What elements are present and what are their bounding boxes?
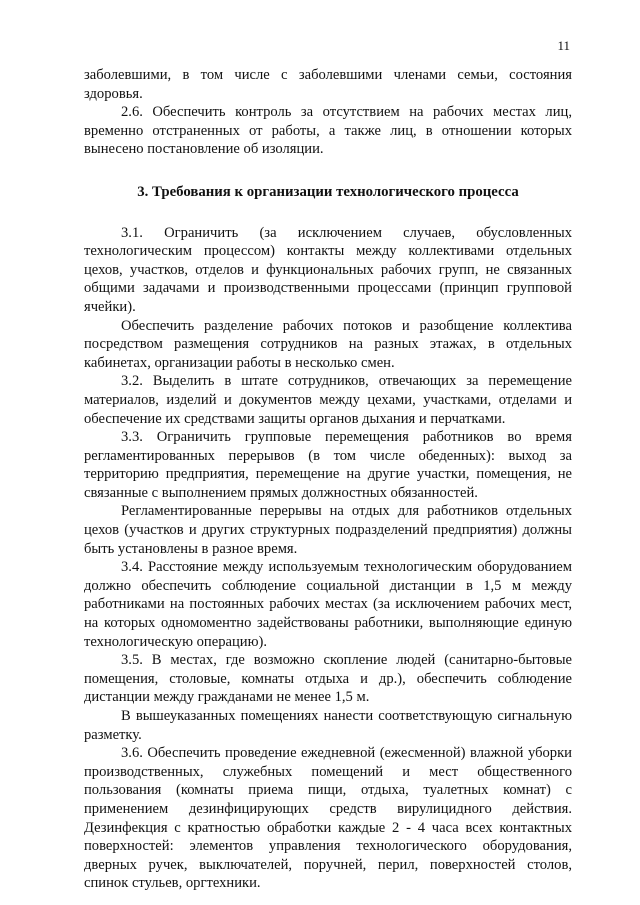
- section-heading: 3. Требования к организации технологического процесса: [137, 183, 519, 200]
- paragraph-2-6: 2.6. Обеспечить контроль за отсутствием на рабочих местах лиц, временно отстраненных от работы, а также лиц, в отношении которых вынесено постановление об изоляции.: [84, 104, 572, 158]
- paragraph-work-flows: Обеспечить разделение рабочих потоков и разобщение коллектива посредством размещения сотрудников на разных этажах, в отдельных кабинетах, организации работы в несколько смен.: [84, 317, 572, 371]
- page-number: 11: [557, 38, 570, 53]
- paragraph-3-1: 3.1. Ограничить (за исключением случаев, обусловленных технологическим процессом) контакты между коллективами отдельных цехов, участков, отделов и функциональных рабочих групп, не связанных общими задачами и производственными процессами (принцип групповой ячейки).: [84, 224, 572, 315]
- paragraph-3-6: 3.6. Обеспечить проведение ежедневной (ежесменной) влажной уборки производственных, служебных помещений и мест общественного пользования (комнаты приема пищи, отдыха, туалетных комнат) с применением дезинфицирующих средств вирулицидного действия. Дезинфекция с кратностью обработки каждые 2 - 4 часа всех контактных поверхностей: элементов управления технологического оборудования, дверных ручек, выключателей, поручней, перил, поверхностей столов, спинок стульев, оргтехники.: [84, 745, 572, 892]
- paragraph-3-4: 3.4. Расстояние между используемым технологическим оборудованием должно обеспечить соблюдение социальной дистанции в 1,5 м между работниками на постоянных рабочих местах (за исключением рабочих мест, на которых одномоментно задействованы работники, выполняющие единую технологическую операцию).: [84, 559, 572, 650]
- paragraph-3-3: 3.3. Ограничить групповые перемещения работников во время регламентированных перерывов (в том числе обеденных): выход за территорию предприятия, перемещение на другие участки, помещения, не связанные с выполнением прямых должностных обязанностей.: [84, 429, 572, 501]
- paragraph-3-5: 3.5. В местах, где возможно скопление людей (санитарно-бытовые помещения, столовые, комнаты отдыха и др.), обеспечить соблюдение дистанции между гражданами не менее 1,5 м.: [84, 652, 572, 706]
- paragraph-marking: В вышеуказанных помещениях нанести соответствующую сигнальную разметку.: [84, 708, 572, 743]
- document-body: [84, 66, 572, 893]
- paragraph-3-2: 3.2. Выделить в штате сотрудников, отвечающих за перемещение материалов, изделий и документов между цехами, участками, отделами и обеспечение их средствами защиты органов дыхания и перчатками.: [84, 373, 572, 427]
- paragraph-breaks: Регламентированные перерывы на отдых для работников отдельных цехов (участков и других структурных подразделений предприятия) должны быть установлены в разное время.: [84, 503, 572, 557]
- paragraph-continuation: заболевшими, в том числе с заболевшими членами семьи, состояния здоровья.: [84, 67, 572, 102]
